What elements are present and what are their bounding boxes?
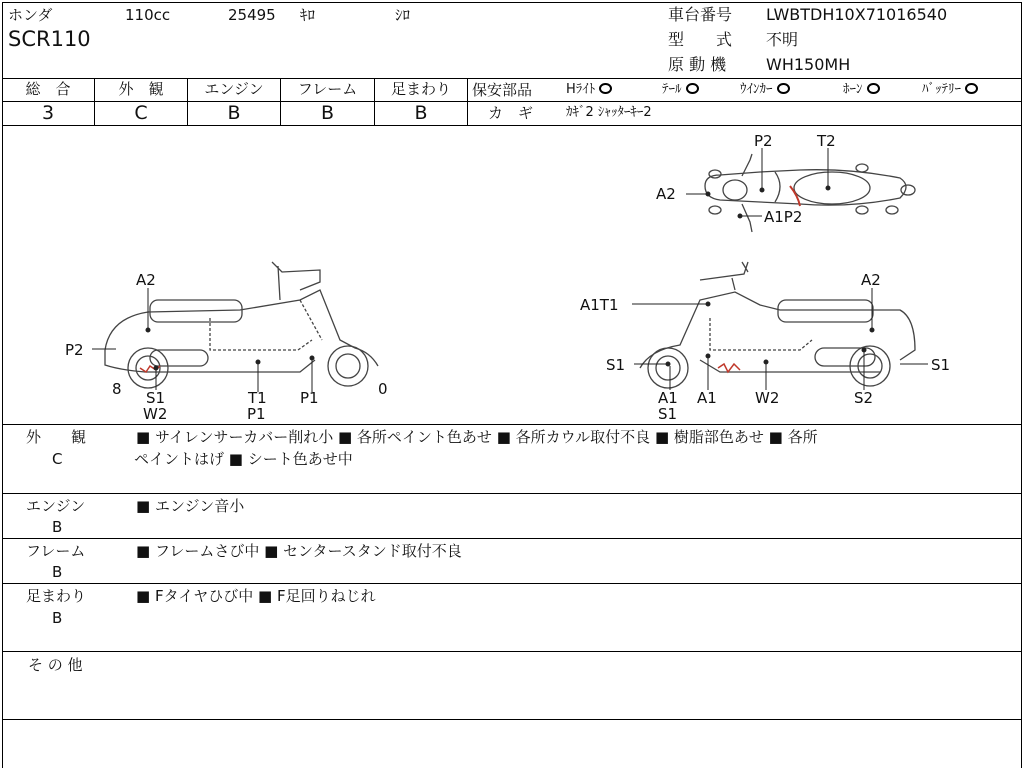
diagram-label: P2 [754, 132, 773, 150]
damage-mark [718, 364, 740, 372]
diagram-label: A1P2 [764, 208, 803, 226]
divider [2, 78, 1022, 79]
detail-grade-engine: B [52, 518, 63, 536]
type-value: 不明 [766, 30, 799, 49]
divider [467, 78, 468, 125]
safety-item-label: ﾊﾞｯﾃﾘｰ [922, 82, 961, 97]
grade-frame: B [320, 102, 335, 124]
grade-total: 3 [41, 102, 55, 124]
detail-grade-exterior: C [52, 450, 63, 468]
engine-label: 原 動 機 [668, 55, 727, 74]
detail-label-exterior: 外 観 [26, 428, 87, 446]
divider [2, 719, 1022, 720]
diagram-label: T2 [817, 132, 836, 150]
diagram-label: A2 [861, 271, 881, 289]
divider [2, 538, 1022, 539]
diagram-label: A1T1 [580, 296, 619, 314]
scooter-top-view [705, 154, 915, 232]
divider [468, 101, 1022, 102]
model-name: SCR110 [8, 27, 91, 51]
color: ｼﾛ [395, 6, 411, 24]
safety-item-headlight [566, 81, 612, 99]
diagram-label: 8 [112, 380, 122, 398]
detail-grade-suspension: B [52, 609, 63, 627]
type-label: 型 式 [668, 30, 733, 49]
ok-circle-icon [867, 83, 880, 94]
detail-label-suspension: 足まわり [26, 587, 87, 605]
safety-label: 保安部品 [472, 81, 533, 99]
grade-engine: B [227, 102, 241, 124]
detail-text-exterior: ペイントはげ ■ シート色あせ中 [134, 450, 353, 468]
diagram-label: W2 [755, 389, 780, 407]
key-value: ｶｷﾞ2 ｼｬｯﾀｰｷｰ2 [566, 105, 652, 120]
ok-circle-icon [599, 83, 612, 94]
grade-exterior: C [134, 102, 148, 124]
safety-item-battery [922, 81, 978, 99]
detail-text-exterior: ■ サイレンサーカバー削れ小 ■ 各所ペイント色あせ ■ 各所カウル取付不良 ■ 樹脂部色あせ ■ 各所 [136, 428, 818, 446]
divider [2, 493, 1022, 494]
ok-circle-icon [686, 83, 699, 94]
maker: ホンダ [8, 6, 53, 24]
diagram-label: P1 [300, 389, 319, 407]
diagram-label: A1 [658, 389, 678, 407]
safety-item-horn [843, 81, 880, 99]
diagram-label: W2 [143, 405, 168, 423]
safety-item-label: Hﾗｲﾄ [566, 82, 596, 97]
chassis-label: 車台番号 [668, 5, 733, 24]
key-label: カ ギ [488, 104, 534, 122]
divider [2, 583, 1022, 584]
detail-label-frame: フレーム [26, 542, 86, 560]
detail-text-engine: ■ エンジン音小 [136, 497, 245, 515]
safety-item-winker [740, 81, 790, 99]
displacement: 110cc [125, 6, 171, 24]
diagram-label: S1 [658, 405, 678, 423]
diagram-label: A2 [656, 185, 676, 203]
diagram-label: 0 [378, 380, 388, 398]
chassis-value: LWBTDH10X71016540 [766, 5, 948, 24]
diagram-label: S1 [606, 356, 626, 374]
diagram-label: A2 [136, 271, 156, 289]
safety-item-tail [662, 81, 699, 99]
diagram-label: P1 [247, 405, 266, 423]
diagram-label: S1 [931, 356, 951, 374]
diagram-label: A1 [697, 389, 717, 407]
detail-label-engine: エンジン [26, 497, 86, 515]
ok-circle-icon [777, 83, 790, 94]
detail-text-frame: ■ フレームさび中 ■ センタースタンド取付不良 [136, 542, 462, 560]
ok-circle-icon [965, 83, 978, 94]
mileage-unit: ｷﾛ [300, 6, 316, 24]
grade-header-exterior: 外 観 [118, 80, 164, 98]
safety-item-label: ｳｲﾝｶｰ [740, 82, 773, 97]
grade-header-suspension: 足まわり [390, 80, 451, 98]
diagram-label: T1 [248, 389, 267, 407]
safety-item-label: ﾎｰﾝ [843, 82, 863, 97]
divider [2, 651, 1022, 652]
detail-text-suspension: ■ Fタイヤひび中 ■ F足回りねじれ [136, 587, 376, 605]
engine-value: WH150MH [766, 55, 851, 74]
grade-suspension: B [414, 102, 428, 124]
detail-grade-frame: B [52, 563, 63, 581]
mileage: 25495 [228, 6, 276, 24]
safety-item-label: ﾃｰﾙ [662, 82, 682, 97]
detail-label-other: そ の 他 [28, 656, 83, 674]
grade-header-frame: フレーム [297, 80, 358, 98]
diagram-label: S1 [146, 389, 166, 407]
grade-header-total: 総 合 [25, 80, 71, 98]
grade-header-engine: エンジン [204, 80, 264, 98]
diagram-label: S2 [854, 389, 874, 407]
diagram-label: P2 [65, 341, 84, 359]
divider [2, 424, 1022, 425]
